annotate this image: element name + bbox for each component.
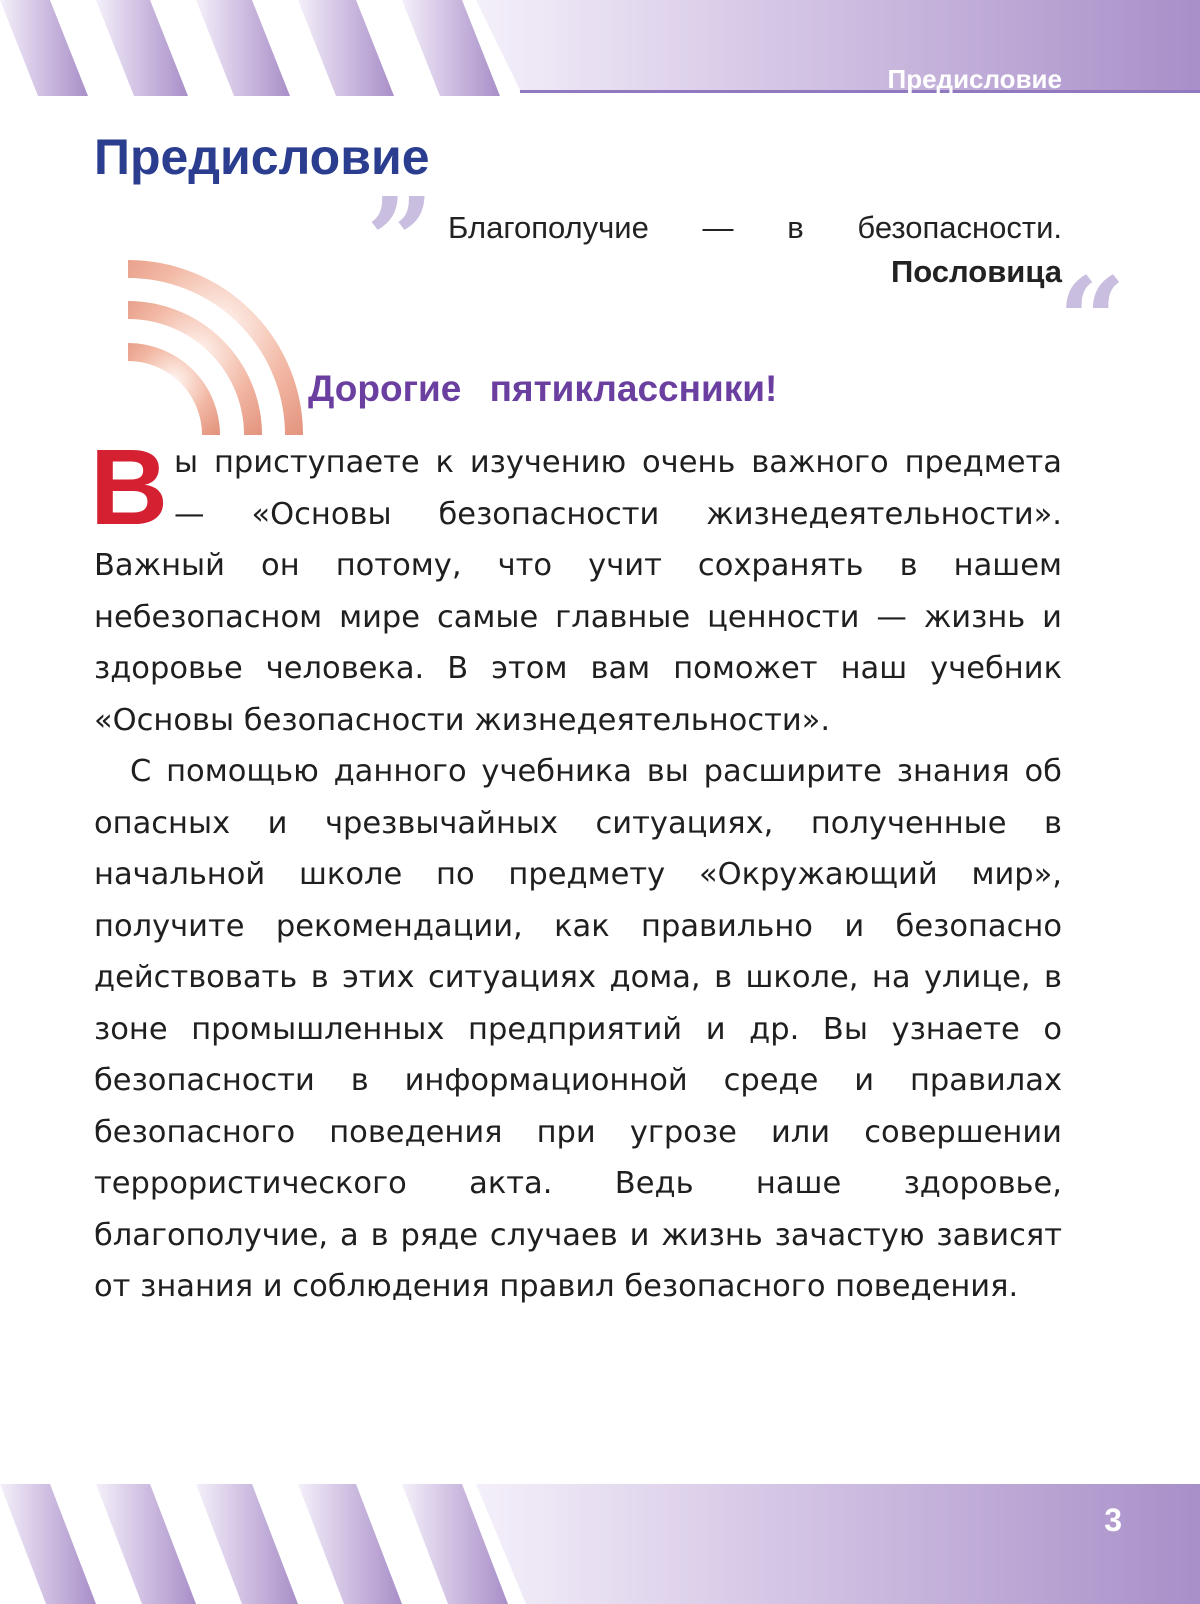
running-head: Предисловие xyxy=(887,64,1062,94)
page-number: 3 xyxy=(1104,1502,1122,1538)
body-text xyxy=(90,426,1062,1313)
page-title: Предисловие xyxy=(94,129,430,185)
drop-cap: В xyxy=(90,426,168,547)
greeting-heading: Дорогие пятиклассники! xyxy=(308,368,778,409)
footer-band xyxy=(0,1484,1200,1604)
quote-open-icon: ” xyxy=(366,171,434,310)
epigraph-text: Благополучие — в безопасности. xyxy=(448,210,1062,245)
decorative-arcs-icon xyxy=(128,260,328,440)
epigraph-source: Пословица xyxy=(890,254,1062,289)
quote-close-icon: “ xyxy=(1058,251,1126,390)
paragraph-1-text: ы приступаете к изучению очень важного предмета — «Основы безопасности жизнедеятельности». Важный он потому, что учит сохранять в нашем небезопасном мире самые главные ценности — жизнь и здоровье человека. В этом вам поможет наш учебник «Основы безопасности жизнедеятельности». xyxy=(94,445,1062,738)
paragraph-2: С помощью данного учебника вы расширите знания об опасных и чрезвычайных ситуациях, полученные в начальной школе по предмету «Окружающий мир», получите рекомендации, как правильно и безопасно действовать в этих ситуациях дома, в школе, на улице, в зоне промышленных предприятий и др. Вы узнаете о безопасности в информационной среде и правилах безопасного поведения при угрозе или совершении террористического акта. Ведь наше здоровье, благополучие, а в ряде случаев и жизнь зачастую зависят от знания и соблюдения правил безопасного поведения. xyxy=(94,754,1062,1304)
paragraph-1 xyxy=(90,426,1062,746)
epigraph xyxy=(448,206,1062,294)
